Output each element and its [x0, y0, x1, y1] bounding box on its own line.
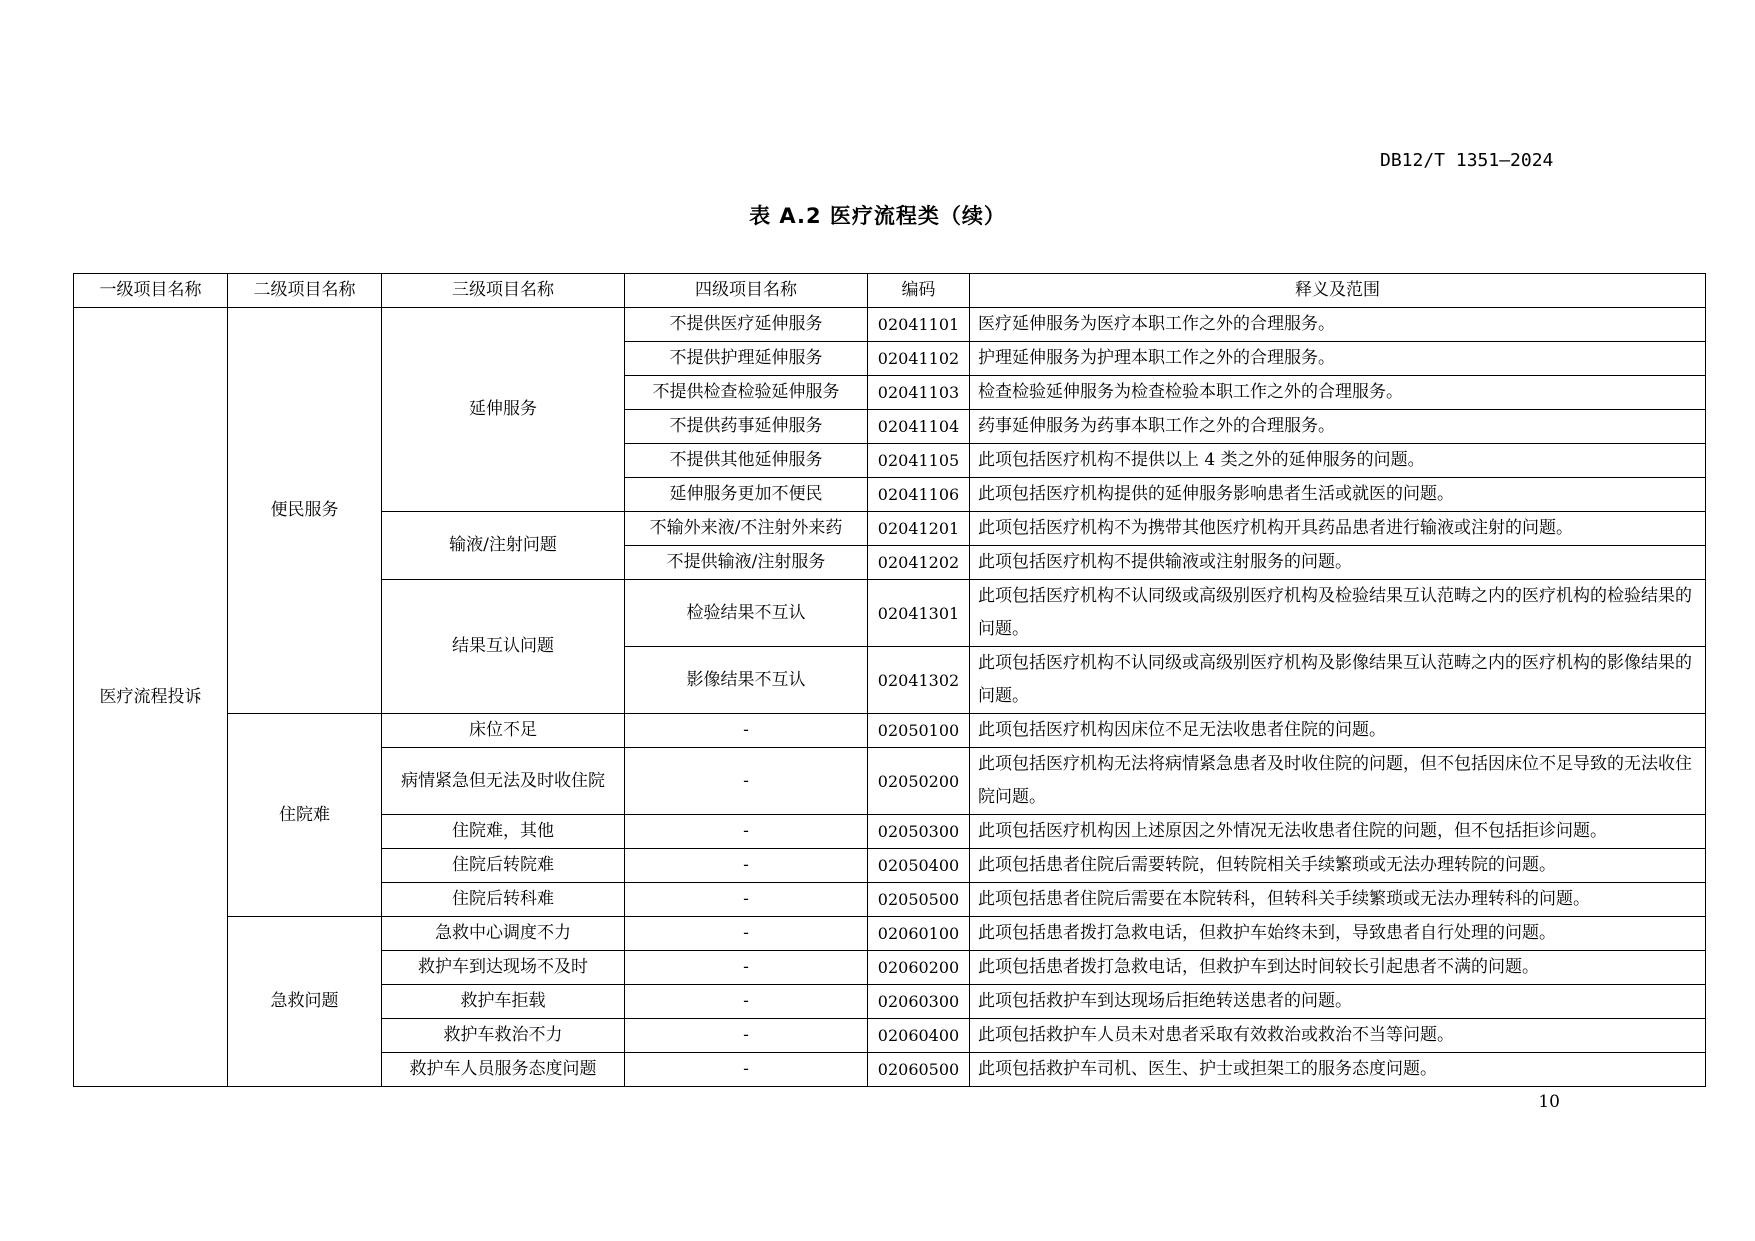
description-cell: 此项包括医疗机构因上述原因之外情况无法收患者住院的问题，但不包括拒诊问题。	[970, 815, 1706, 849]
level3-cell: 急救中心调度不力	[382, 917, 625, 951]
level4-cell: 不提供其他延伸服务	[625, 444, 868, 478]
level4-cell: 不提供检查检验延伸服务	[625, 376, 868, 410]
classification-table	[73, 273, 1706, 1087]
code-cell: 02060500	[868, 1053, 970, 1087]
level1-cell: 医疗流程投诉	[74, 308, 228, 1087]
code-cell: 02050300	[868, 815, 970, 849]
table-row	[74, 714, 1706, 748]
code-cell: 02050400	[868, 849, 970, 883]
description-cell: 此项包括救护车人员未对患者采取有效救治或救治不当等问题。	[970, 1019, 1706, 1053]
description-cell: 此项包括医疗机构不为携带其他医疗机构开具药品患者进行输液或注射的问题。	[970, 512, 1706, 546]
code-cell: 02060300	[868, 985, 970, 1019]
code-cell: 02041301	[868, 580, 970, 647]
level4-cell: 不输外来液/不注射外来药	[625, 512, 868, 546]
level3-cell: 救护车救治不力	[382, 1019, 625, 1053]
level3-cell: 结果互认问题	[382, 580, 625, 714]
code-cell: 02041104	[868, 410, 970, 444]
description-cell: 此项包括患者拨打急救电话，但救护车到达时间较长引起患者不满的问题。	[970, 951, 1706, 985]
level4-cell: -	[625, 1019, 868, 1053]
description-cell: 此项包括患者拨打急救电话，但救护车始终未到，导致患者自行处理的问题。	[970, 917, 1706, 951]
code-cell: 02060400	[868, 1019, 970, 1053]
table-row	[74, 917, 1706, 951]
code-cell: 02050100	[868, 714, 970, 748]
description-cell: 此项包括患者住院后需要在本院转科，但转科关手续繁琐或无法办理转科的问题。	[970, 883, 1706, 917]
description-cell: 此项包括医疗机构无法将病情紧急患者及时收住院的问题，但不包括因床位不足导致的无法收住院问题。	[970, 748, 1706, 815]
column-header: 编码	[868, 274, 970, 308]
code-cell: 02050500	[868, 883, 970, 917]
level3-cell: 住院难，其他	[382, 815, 625, 849]
level3-cell: 住院后转科难	[382, 883, 625, 917]
level4-cell: -	[625, 883, 868, 917]
code-cell: 02041106	[868, 478, 970, 512]
level2-cell: 住院难	[228, 714, 382, 917]
page-number: 10	[1538, 1092, 1560, 1112]
level3-cell: 救护车人员服务态度问题	[382, 1053, 625, 1087]
description-cell: 此项包括医疗机构因床位不足无法收患者住院的问题。	[970, 714, 1706, 748]
level4-cell: 不提供护理延伸服务	[625, 342, 868, 376]
column-header: 释义及范围	[970, 274, 1706, 308]
level3-cell: 救护车到达现场不及时	[382, 951, 625, 985]
table-row	[74, 308, 1706, 342]
level2-cell: 急救问题	[228, 917, 382, 1087]
description-cell: 此项包括医疗机构不提供以上 4 类之外的延伸服务的问题。	[970, 444, 1706, 478]
level3-cell: 输液/注射问题	[382, 512, 625, 580]
level4-cell: -	[625, 917, 868, 951]
level4-cell: -	[625, 849, 868, 883]
level4-cell: -	[625, 714, 868, 748]
level4-cell: -	[625, 1053, 868, 1087]
code-cell: 02041202	[868, 546, 970, 580]
level3-cell: 床位不足	[382, 714, 625, 748]
level4-cell: -	[625, 951, 868, 985]
column-header: 四级项目名称	[625, 274, 868, 308]
code-cell: 02041302	[868, 647, 970, 714]
level4-cell: 不提供医疗延伸服务	[625, 308, 868, 342]
level4-cell: 不提供输液/注射服务	[625, 546, 868, 580]
level2-cell: 便民服务	[228, 308, 382, 714]
code-cell: 02041101	[868, 308, 970, 342]
level4-cell: 影像结果不互认	[625, 647, 868, 714]
description-cell: 此项包括医疗机构不认同级或高级别医疗机构及检验结果互认范畴之内的医疗机构的检验结果的问题。	[970, 580, 1706, 647]
description-cell: 检查检验延伸服务为检查检验本职工作之外的合理服务。	[970, 376, 1706, 410]
table-title: 表 A.2 医疗流程类（续）	[749, 204, 1006, 228]
code-cell: 02041103	[868, 376, 970, 410]
level3-cell: 延伸服务	[382, 308, 625, 512]
level3-cell: 住院后转院难	[382, 849, 625, 883]
level3-cell: 病情紧急但无法及时收住院	[382, 748, 625, 815]
description-cell: 此项包括医疗机构提供的延伸服务影响患者生活或就医的问题。	[970, 478, 1706, 512]
level4-cell: 不提供药事延伸服务	[625, 410, 868, 444]
column-header: 三级项目名称	[382, 274, 625, 308]
level4-cell: 延伸服务更加不便民	[625, 478, 868, 512]
description-cell: 此项包括救护车到达现场后拒绝转送患者的问题。	[970, 985, 1706, 1019]
description-cell: 药事延伸服务为药事本职工作之外的合理服务。	[970, 410, 1706, 444]
code-cell: 02050200	[868, 748, 970, 815]
description-cell: 此项包括患者住院后需要转院，但转院相关手续繁琐或无法办理转院的问题。	[970, 849, 1706, 883]
description-cell: 护理延伸服务为护理本职工作之外的合理服务。	[970, 342, 1706, 376]
level3-cell: 救护车拒载	[382, 985, 625, 1019]
code-cell: 02060200	[868, 951, 970, 985]
description-cell: 医疗延伸服务为医疗本职工作之外的合理服务。	[970, 308, 1706, 342]
description-cell: 此项包括救护车司机、医生、护士或担架工的服务态度问题。	[970, 1053, 1706, 1087]
level4-cell: 检验结果不互认	[625, 580, 868, 647]
level4-cell: -	[625, 815, 868, 849]
level4-cell: -	[625, 985, 868, 1019]
column-header: 二级项目名称	[228, 274, 382, 308]
code-cell: 02041102	[868, 342, 970, 376]
description-cell: 此项包括医疗机构不认同级或高级别医疗机构及影像结果互认范畴之内的医疗机构的影像结果的问题。	[970, 647, 1706, 714]
code-cell: 02060100	[868, 917, 970, 951]
code-cell: 02041105	[868, 444, 970, 478]
column-header: 一级项目名称	[74, 274, 228, 308]
level4-cell: -	[625, 748, 868, 815]
document-code: DB12/T 1351—2024	[1380, 150, 1554, 171]
code-cell: 02041201	[868, 512, 970, 546]
description-cell: 此项包括医疗机构不提供输液或注射服务的问题。	[970, 546, 1706, 580]
table-header-row	[74, 274, 1706, 308]
